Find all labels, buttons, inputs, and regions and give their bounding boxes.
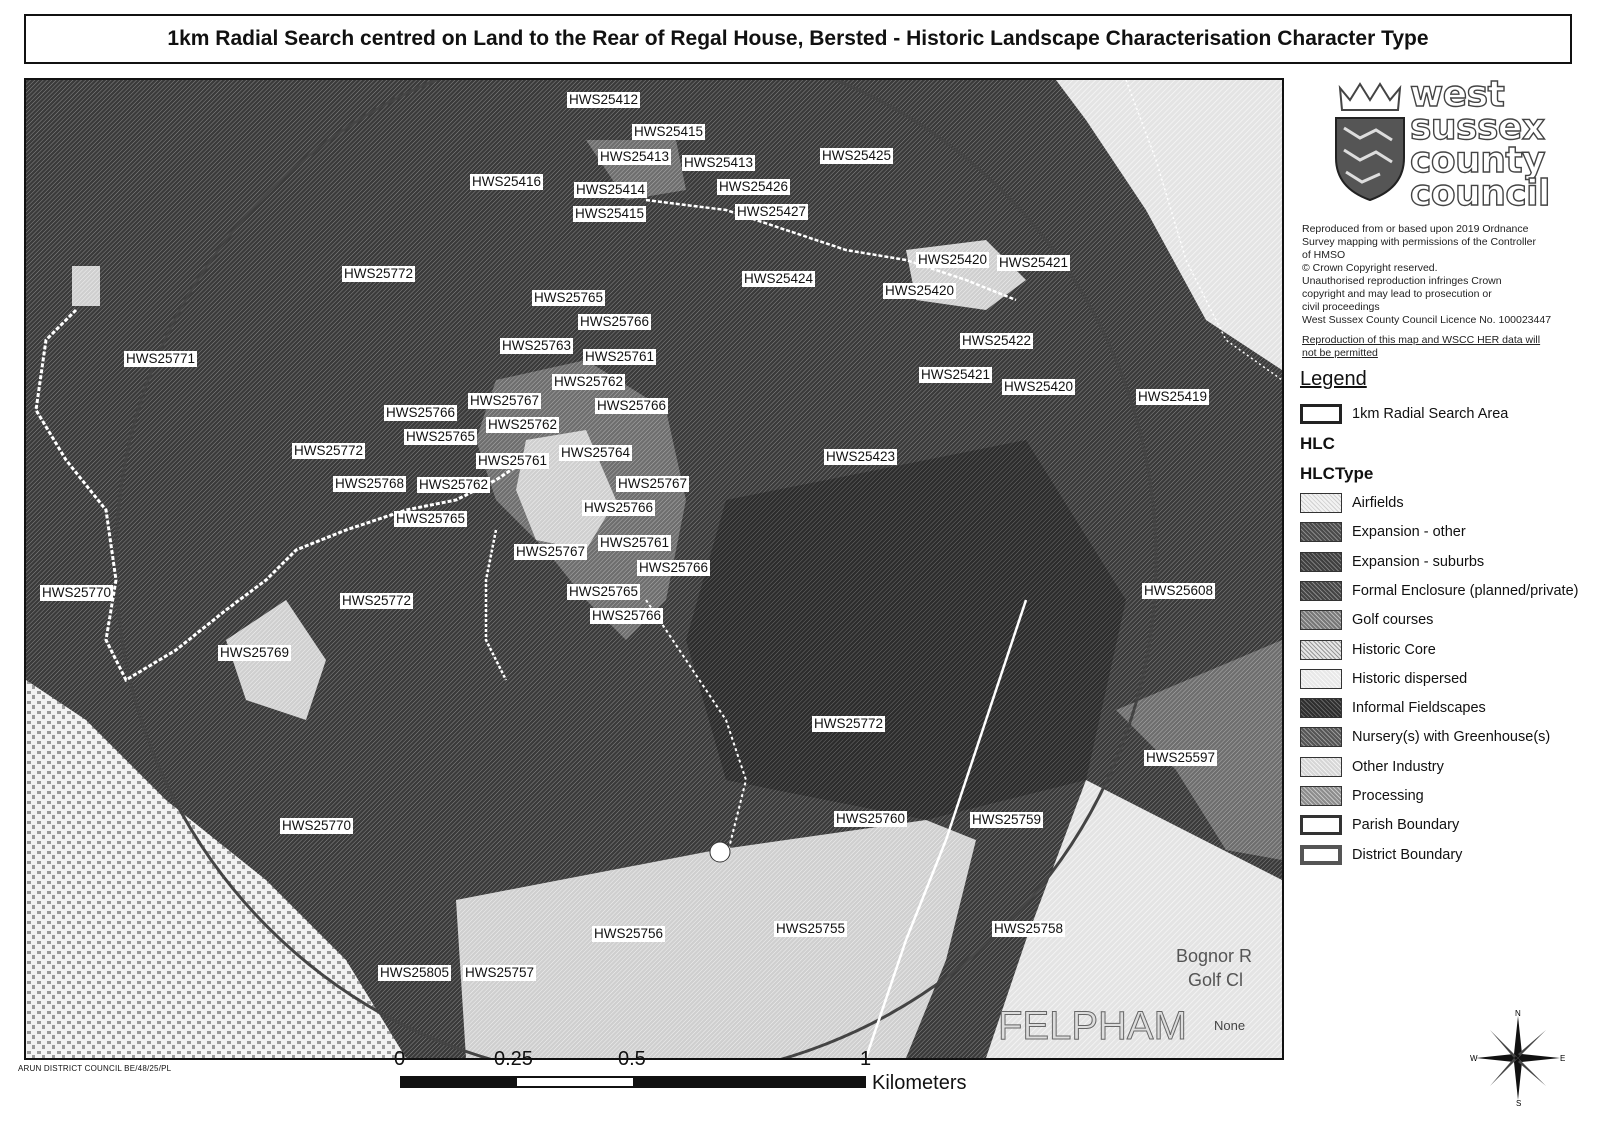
hlc-label: HWS25771 (126, 351, 196, 366)
place-text-none: None (1214, 1018, 1246, 1033)
legend-item (1300, 842, 1462, 868)
hlc-label: HWS25766 (597, 398, 667, 413)
hlc-label: HWS25426 (719, 179, 789, 194)
hlc-label: HWS25772 (342, 593, 412, 608)
hlc-label: HWS25757 (465, 965, 535, 980)
hlc-label: HWS25415 (634, 124, 704, 139)
hlc-label: HWS25765 (396, 511, 466, 526)
hlc-label: HWS25420 (1004, 379, 1074, 394)
council-logo (1330, 74, 1560, 218)
hlc-label: HWS25420 (885, 283, 955, 298)
hlc-label: HWS25756 (594, 926, 664, 941)
hlc-label: HWS25766 (592, 608, 662, 623)
legend-item (1300, 812, 1459, 838)
legend-item (1300, 519, 1466, 545)
hlc-label: HWS25805 (380, 965, 450, 980)
legend-item (1300, 666, 1467, 692)
hlc-label: HWS25766 (580, 314, 650, 329)
legend-item (1300, 549, 1484, 575)
legend-swatch (1300, 698, 1342, 718)
place-text-felpham: FELPHAM (998, 1004, 1187, 1048)
hlc-label: HWS25765 (569, 584, 639, 599)
legend-item (1300, 695, 1486, 721)
side-panel (1290, 74, 1594, 1128)
legend-label: Historic Core (1352, 641, 1436, 658)
hlc-label: HWS25768 (335, 476, 405, 491)
legend-label: Golf courses (1352, 612, 1434, 629)
scale-units: Kilometers (872, 1072, 967, 1094)
hlc-label: HWS25419 (1138, 389, 1208, 404)
legend-hlctype-heading: HLCType (1300, 464, 1374, 483)
scale-tick-label: 0.25 (494, 1048, 533, 1070)
svg-text:W: W (1470, 1054, 1478, 1063)
legend-label: Other Industry (1352, 758, 1444, 775)
scale-bar-graphic (400, 1076, 870, 1092)
reproduction-note: Reproduction of this map and WSCC HER data will not be permitted (1302, 334, 1541, 359)
hlc-label: HWS25760 (836, 811, 906, 826)
legend-item (1300, 637, 1436, 663)
hlc-label: HWS25415 (575, 206, 645, 221)
hlc-label: HWS25766 (639, 560, 709, 575)
legend-item (1300, 578, 1578, 604)
legend-swatch (1300, 727, 1342, 747)
scale-tick-label: 1 (860, 1048, 872, 1070)
copyright-notice: Reproduced from or based upon 2019 Ordnance Survey mapping with permissions of the Controller of HMSO © Crown Copyright reserved. Unauthorised reproduction infringes Crown copyright and may lead to prosecution or civil proceedings West Sussex County Council Licence No. 100023447 (1302, 223, 1552, 326)
hlc-label: HWS25414 (576, 182, 646, 197)
hlc-label: HWS25772 (814, 716, 884, 731)
hlc-label: HWS25597 (1146, 750, 1216, 765)
legend-label: District Boundary (1352, 846, 1463, 863)
legend-swatch (1300, 493, 1342, 513)
hlc-label: HWS25412 (569, 92, 639, 107)
council-logo-text: west sussex county council (1410, 74, 1550, 214)
legend-item (1300, 783, 1424, 809)
council-crest-icon (1330, 78, 1410, 203)
svg-text:S: S (1516, 1099, 1522, 1106)
legend-label: Informal Fieldscapes (1352, 700, 1486, 717)
legend-swatch (1300, 845, 1342, 865)
hlc-label: HWS25769 (220, 645, 290, 660)
hlc-label: HWS25767 (470, 393, 540, 408)
hlc-label: HWS25425 (822, 148, 892, 163)
hlc-label: HWS25758 (994, 921, 1064, 936)
legend-swatch (1300, 581, 1342, 601)
legend-swatch (1300, 815, 1342, 835)
search-area-swatch (1300, 404, 1342, 424)
hlc-label: HWS25762 (554, 374, 624, 389)
hlc-label: HWS25423 (826, 449, 896, 464)
hlc-label: HWS25427 (737, 204, 807, 219)
legend-label: Expansion - suburbs (1352, 553, 1485, 570)
compass-icon (1470, 1010, 1566, 1106)
hlc-label: HWS25766 (584, 500, 654, 515)
hlc-label: HWS25762 (419, 477, 489, 492)
svg-text:N: N (1515, 1010, 1521, 1018)
legend-item (1300, 724, 1550, 750)
hlc-label: HWS25421 (921, 367, 991, 382)
legend-title: Legend (1300, 368, 1367, 390)
hlc-label: HWS25413 (600, 149, 670, 164)
legend-label: Formal Enclosure (planned/private) (1352, 582, 1579, 599)
place-text-bognor: Bognor R (1176, 946, 1253, 966)
place-text-golf: Golf Cl (1188, 970, 1244, 990)
legend-swatch (1300, 610, 1342, 630)
hlc-label: HWS25770 (42, 585, 112, 600)
legend-label: Historic dispersed (1352, 670, 1468, 687)
legend-label: Airfields (1352, 495, 1404, 511)
svg-text:E: E (1560, 1054, 1566, 1063)
hlc-label: HWS25761 (585, 349, 655, 364)
hlc-label: HWS25608 (1144, 583, 1214, 598)
hlc-label: HWS25763 (502, 338, 572, 353)
legend-swatch (1300, 522, 1342, 542)
legend-swatch (1300, 552, 1342, 572)
legend-item (1300, 490, 1404, 516)
hlc-label: HWS25770 (282, 818, 352, 833)
hlc-label: HWS25755 (776, 921, 846, 936)
hlc-label: HWS25772 (294, 443, 364, 458)
map-canvas[interactable] (24, 78, 1284, 1060)
legend-swatch (1300, 669, 1342, 689)
map-title: 1km Radial Search centred on Land to the Rear of Regal House, Bersted - Historic Landscape Characterisation Character Type (24, 14, 1572, 64)
legend-hlc-heading: HLC (1300, 434, 1335, 453)
hlc-label: HWS25759 (972, 812, 1042, 827)
scale-tick-label: 0 (394, 1048, 406, 1070)
scale-bar (394, 1048, 1000, 1128)
scale-tick-label: 0.5 (618, 1048, 646, 1070)
hlc-label: HWS25772 (344, 266, 414, 281)
legend-label: Processing (1352, 788, 1424, 804)
hlc-label: HWS25761 (478, 453, 548, 468)
hlc-label: HWS25420 (918, 252, 988, 267)
hlc-label: HWS25421 (999, 255, 1069, 270)
hlc-label: HWS25767 (618, 476, 688, 491)
hlc-label: HWS25424 (744, 271, 814, 286)
hlc-label: HWS25767 (516, 544, 586, 559)
legend-swatch (1300, 786, 1342, 806)
legend-label: Expansion - other (1352, 524, 1466, 541)
hlc-label: HWS25761 (600, 535, 670, 550)
footer-credit: ARUN DISTRICT COUNCIL BE/48/25/PL (18, 1064, 172, 1073)
hlc-label: HWS25416 (472, 174, 542, 189)
legend-search-area: 1km Radial Search Area (1300, 401, 1508, 427)
north-arrow (1470, 1010, 1566, 1106)
hlc-label: HWS25766 (386, 405, 456, 420)
legend-item (1300, 754, 1444, 780)
legend-item (1300, 607, 1433, 633)
legend-label: Nursery(s) with Greenhouse(s) (1352, 729, 1551, 746)
legend-label: Parish Boundary (1352, 817, 1460, 834)
hlc-label: HWS25765 (534, 290, 604, 305)
legend-swatch (1300, 640, 1342, 660)
hlc-label: HWS25765 (406, 429, 476, 444)
hlc-label: HWS25764 (561, 445, 631, 460)
hlc-label: HWS25762 (488, 417, 558, 432)
hlc-label: HWS25422 (962, 333, 1032, 348)
hlc-label: HWS25413 (684, 155, 754, 170)
legend-swatch (1300, 757, 1342, 777)
